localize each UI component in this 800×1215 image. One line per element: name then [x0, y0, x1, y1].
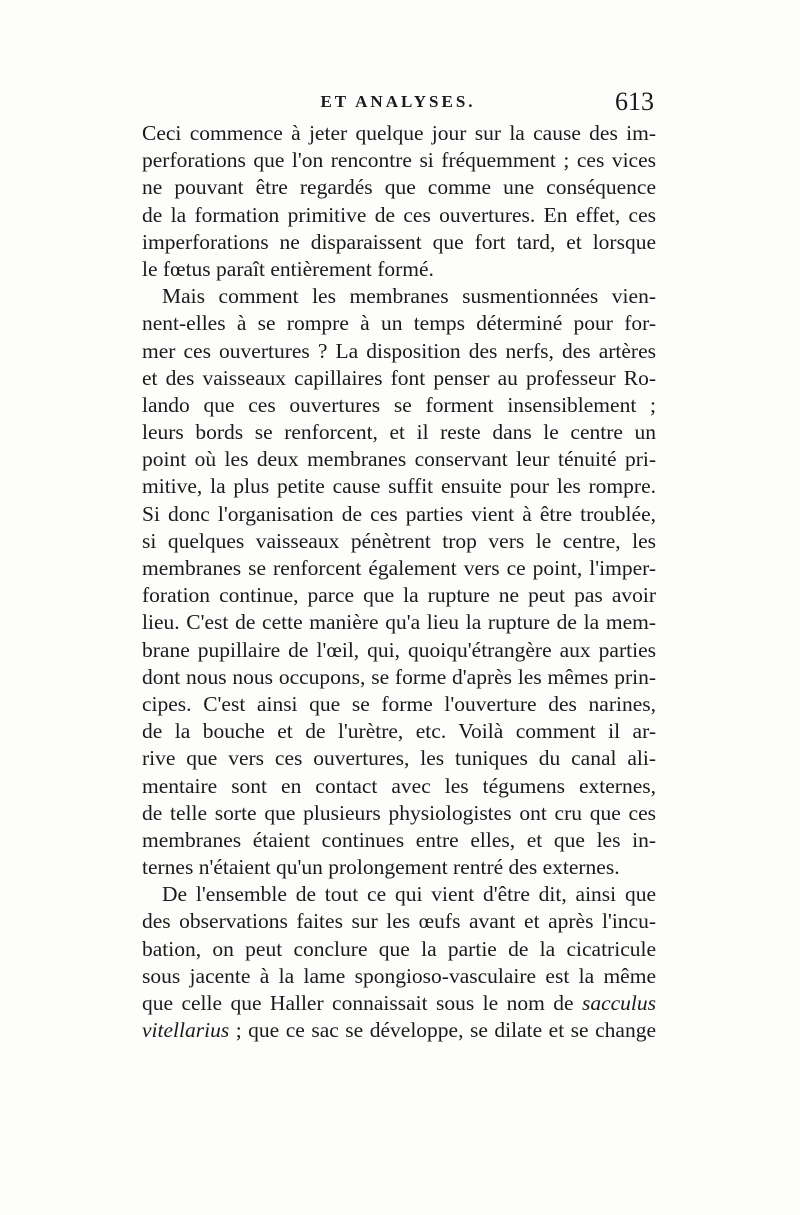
running-title: ET ANALYSES.	[320, 92, 476, 111]
text-line-with-italic	[142, 990, 656, 1017]
text-line: mentaire sont en contact avec les tégumens externes,	[142, 773, 656, 798]
text-line: si quelques vaisseaux pénètrent trop vers le centre, les	[142, 528, 656, 553]
text-line: Si donc l'organisation de ces parties vient à être troublée,	[142, 501, 656, 526]
text-line: leurs bords se renforcent, et il reste dans le centre un	[142, 420, 656, 445]
text-line: Mais comment les membranes susmentionnées vien-	[162, 284, 656, 309]
text-line: de telle sorte que plusieurs physiologistes ont cru que ces	[142, 800, 656, 825]
italic-term: sacculus	[581, 991, 656, 1015]
text-line: De l'ensemble de tout ce qui vient d'être dit, ainsi que	[162, 882, 656, 907]
text-line: imperforations ne disparaissent que fort tard, et lorsque	[142, 229, 656, 254]
text-line: et des vaisseaux capillaires font penser au professeur Ro-	[142, 365, 656, 390]
text-line: perforations que l'on rencontre si fréquemment ; ces vices	[142, 148, 656, 173]
text-line-with-italic	[142, 1017, 656, 1044]
text-line: foration continue, parce que la rupture ne peut pas avoir	[142, 583, 656, 608]
text-segment: ; que ce sac se développe, se dilate et se change	[229, 1018, 656, 1043]
text-line: membranes se renforcent également vers ce point, l'imper-	[142, 556, 656, 580]
text-line: de la formation primitive de ces ouvertures. En effet, ces	[142, 202, 656, 227]
text-line: ternes n'étaient qu'un prolongement rentré des externes.	[142, 855, 620, 880]
page-number: 613	[615, 87, 654, 116]
text-line: des observations faites sur les œufs avant et après l'incu-	[142, 909, 656, 934]
text-line: membranes étaient continues entre elles, et que les in-	[142, 827, 656, 852]
text-line: mer ces ouvertures ? La disposition des nerfs, des artères	[142, 338, 656, 363]
text-line: de la bouche et de l'urètre, etc. Voilà comment il ar-	[142, 719, 656, 744]
text-line: lando que ces ouvertures se forment insensiblement ;	[142, 392, 656, 417]
text-segment: que celle que Haller connaissait sous le nom de	[142, 991, 582, 1015]
text-line: Ceci commence à jeter quelque jour sur la cause des im-	[142, 121, 656, 145]
text-line: brane pupillaire de l'œil, qui, quoiqu'étrangère aux parties	[142, 637, 656, 662]
text-line: nent-elles à se rompre à un temps déterminé pour for-	[142, 311, 656, 336]
text-line: mitive, la plus petite cause suffit ensuite pour les rompre.	[142, 474, 656, 499]
text-line: point où les deux membranes conservant leur ténuité pri-	[142, 447, 656, 472]
italic-term: vitellarius	[142, 1018, 230, 1043]
text-line: bation, on peut conclure que la partie de la cicatricule	[142, 936, 656, 961]
page-header	[142, 87, 654, 122]
text-line: dont nous nous occupons, se forme d'après les mêmes prin-	[142, 664, 656, 689]
text-line: ne pouvant être regardés que comme une conséquence	[142, 175, 656, 200]
text-line: lieu. C'est de cette manière qu'a lieu la rupture de la mem-	[142, 610, 656, 635]
text-line: le fœtus paraît entièrement formé.	[142, 256, 434, 281]
text-line: rive que vers ces ouvertures, les tuniques du canal ali-	[142, 746, 656, 771]
text-line: cipes. C'est ainsi que se forme l'ouverture des narines,	[142, 691, 656, 716]
body-text	[142, 120, 656, 1044]
text-line: sous jacente à la lame spongioso-vasculaire est la même	[142, 963, 656, 988]
